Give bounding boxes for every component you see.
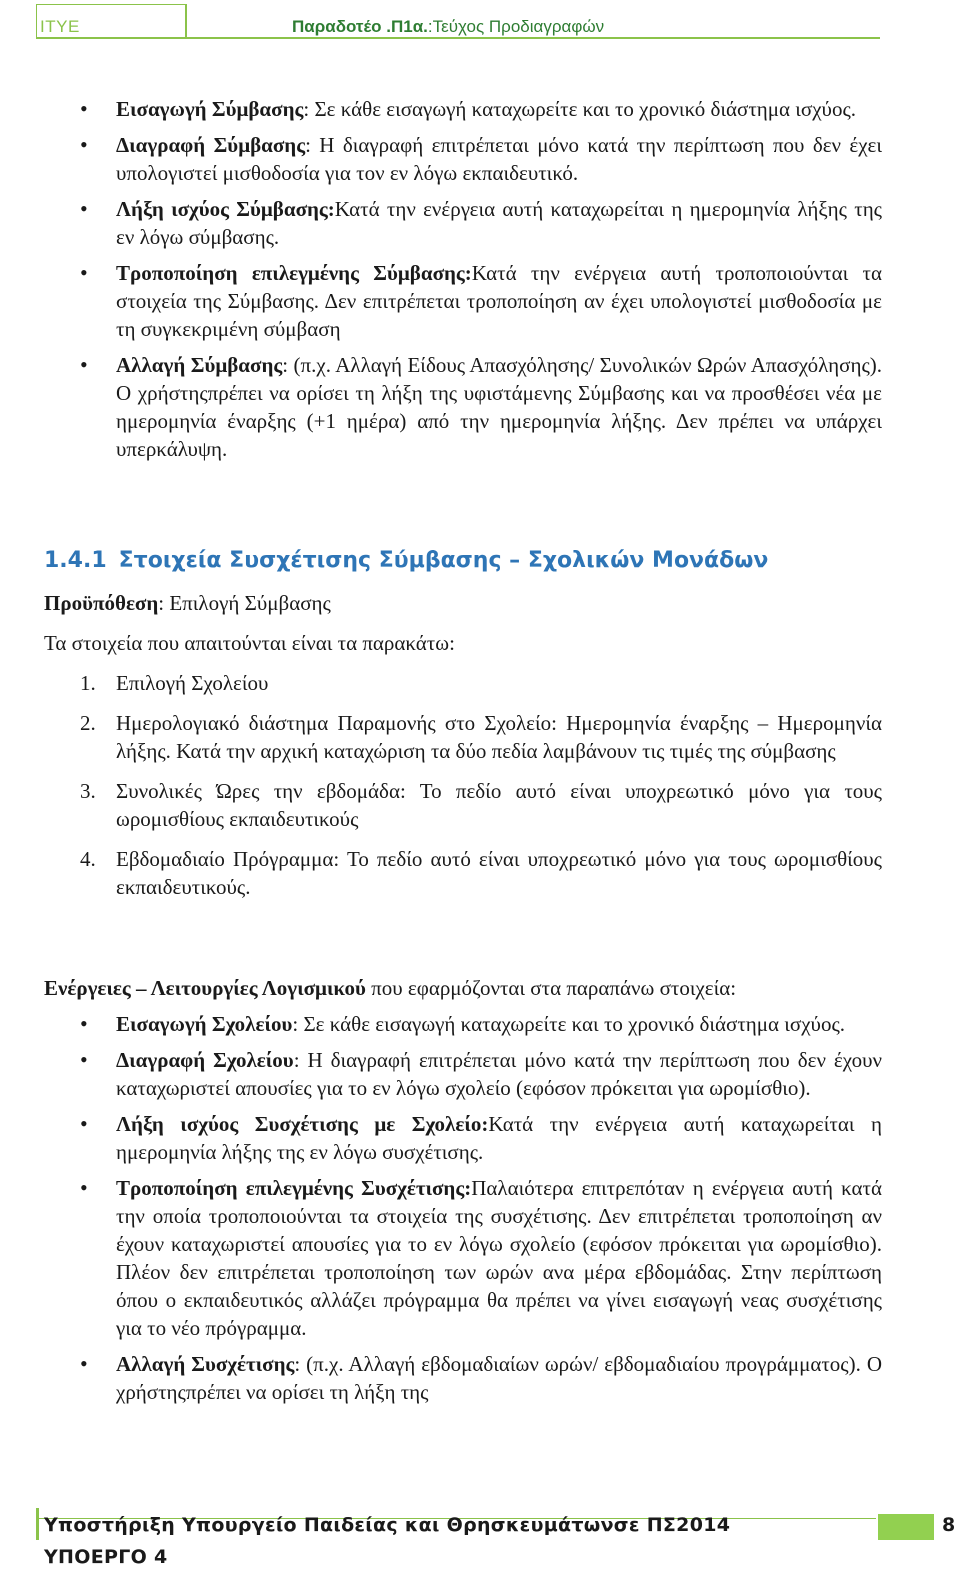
item-text: Κατά την ενέργεια αυτή καταχωρείται η ημερομηνία λήξης της εν λόγω συσχέτισης. — [116, 1112, 882, 1164]
item-number: 3. — [80, 779, 96, 803]
prerequisite-value: : Επιλογή Σύμβασης — [158, 591, 331, 615]
header-org: ITYE — [40, 17, 80, 36]
item-term: Εισαγωγή Σύμβασης — [116, 97, 304, 121]
actions-intro-text: που εφαρμόζονται στα παραπάνω στοιχεία: — [365, 976, 737, 1000]
item-text: Επιλογή Σχολείου — [116, 671, 269, 695]
item-text: Παλαιότερα επιτρεπόταν η ενέργεια αυτή κατά την οποία τροποποιούνται τα στοιχεία της συσχέτισης. Δεν επιτρέπεται τροποποίηση αν έχουν καταχωριστεί απουσίες για το εν λόγω σχολείο (εφόσον πρόκειται για ωρομίσθιο). Πλέον δεν επιτρέπεται τροποποίηση των ωρών ανα μέρα εβδομάδας. Στην περίπτωση όπου ο εκπαιδευτικός αλλάζει πρόγραμμα θα πρέπει να γίνει εισαγωγή νεας συσχέτισης για το νέο πρόγραμμα. — [116, 1176, 882, 1340]
header-doc-suffix: :Τεύχος Προδιαγραφών — [427, 17, 605, 36]
header-doc-prefix: Παραδοτέο .Π1α. — [292, 17, 428, 36]
list-item — [80, 845, 882, 901]
item-term: Αλλαγή Σύμβασης — [116, 353, 283, 377]
item-text: Συνολικές Ώρες την εβδομάδα: Το πεδίο αυτό είναι υποχρεωτικό μόνο για τους ωρομισθίους εκπαιδευτικούς — [116, 779, 882, 831]
item-number: 4. — [80, 847, 96, 871]
list-item — [80, 777, 882, 833]
item-text: Κατά την ενέργεια αυτή τροποποιούνται τα στοιχεία της Σύμβασης. Δεν επιτρέπεται τροποποίηση αν έχει υπολογιστεί μισθοδοσία με τη συγκεκριμένη σύμβαση — [116, 261, 882, 341]
item-term: Αλλαγή Συσχέτισης — [116, 1352, 295, 1376]
item-text: Εβδομαδιαίο Πρόγραμμα: Το πεδίο αυτό είναι υποχρεωτικό μόνο για τους ωρομισθίους εκπαιδευτικούς. — [116, 847, 882, 899]
item-text: : (π.χ. Αλλαγή εβδομαδιαίων ωρών/ εβδομαδιαίου προγράμματος). Ο χρήστηςπρέπει να ορίσει τη λήξη της — [116, 1352, 883, 1404]
list-item — [80, 1110, 882, 1166]
footer-page-box — [878, 1514, 934, 1540]
item-text: Ημερολογιακό διάστημα Παραμονής στο Σχολείο: Ημερομηνία έναρξης – Ημερομηνία λήξης. Κατά την αρχική καταχώριση τα δύο πεδία λαμβάνουν τις τιμές της σύμβασης — [116, 711, 882, 763]
required-items-list — [80, 669, 882, 901]
item-text: Κατά την ενέργεια αυτή καταχωρείται η ημερομηνία λήξης της εν λόγω σύμβασης. — [116, 197, 883, 249]
header-doc-title — [292, 17, 604, 37]
item-text: : (π.χ. Αλλαγή Είδους Απασχόλησης/ Συνολικών Ωρών Απασχόλησης). Ο χρήστηςπρέπει να ορίσει τη λήξη της υφιστάμενης Σύμβασης και να προσθέσει νέα με ημερομηνία έναρξης (+1 ημέρα) από την ημερομηνία λήξης. Δεν πρέπει να υπάρχει υπερκάλυψη. — [116, 353, 883, 461]
list-item — [80, 1174, 882, 1342]
list-item — [80, 669, 882, 697]
item-term: Διαγραφή Σύμβασης — [116, 133, 306, 157]
list-item — [80, 709, 882, 765]
required-intro: Τα στοιχεία που απαιτούνται είναι τα παρακάτω: — [44, 631, 455, 655]
actions-intro-bold: Ενέργειες – Λειτουργίες Λογισμικού — [44, 976, 366, 1000]
list-item — [80, 1046, 882, 1102]
prerequisite-label: Προϋπόθεση — [44, 591, 159, 615]
prerequisite — [44, 589, 882, 617]
item-term: Τροποποίηση επιλεγμένης Συσχέτισης: — [116, 1176, 472, 1200]
list-item — [80, 95, 882, 123]
item-term: Τροποποίηση επιλεγμένης Σύμβασης: — [116, 261, 472, 285]
footer-accent-bar — [36, 1508, 39, 1540]
item-term: Διαγραφή Σχολείου — [116, 1048, 294, 1072]
footer-project: Υποστήριξη Υπουργείο Παιδείας και Θρησκευμάτωνσε ΠΣ2014 — [44, 1514, 731, 1536]
footer-subproject: ΥΠΟΕΡΓΟ 4 — [44, 1546, 168, 1568]
section-title: Στοιχεία Συσχέτισης Σύμβασης – Σχολικών Μονάδων — [118, 548, 769, 573]
header-rule — [36, 37, 880, 39]
school-actions-list — [80, 1010, 882, 1406]
item-text: : Σε κάθε εισαγωγή καταχωρείτε και το χρονικό διάστημα ισχύος. — [292, 1012, 846, 1036]
list-item — [80, 131, 882, 187]
item-text: : Η διαγραφή επιτρέπεται μόνο κατά την περίπτωση που δεν έχουν καταχωριστεί απουσίες για το εν λόγω σχολείο (εφόσον πρόκειται για ωρομίσθιο). — [116, 1048, 883, 1100]
page-number: 8 — [942, 1514, 956, 1536]
item-term: Εισαγωγή Σχολείου — [116, 1012, 293, 1036]
list-item — [80, 351, 882, 463]
list-item — [80, 1350, 882, 1406]
list-item — [80, 1010, 882, 1038]
item-number: 1. — [80, 671, 96, 695]
item-text: : Σε κάθε εισαγωγή καταχωρείτε και το χρονικό διάστημα ισχύος. — [303, 97, 857, 121]
item-term: Λήξη ισχύος Σύμβασης: — [116, 197, 335, 221]
item-text: : Η διαγραφή επιτρέπεται μόνο κατά την περίπτωση που δεν έχει υπολογιστεί μισθοδοσία για τον εν λόγω εκπαιδευτικό. — [116, 133, 882, 185]
section-number: 1.4.1 — [44, 548, 107, 573]
list-item — [80, 195, 882, 251]
contract-actions-list — [80, 95, 882, 463]
item-term: Λήξη ισχύος Συσχέτισης με Σχολείο: — [116, 1112, 489, 1136]
section-heading — [44, 548, 768, 573]
list-item — [80, 259, 882, 343]
actions-intro — [44, 974, 882, 1002]
item-number: 2. — [80, 711, 96, 735]
